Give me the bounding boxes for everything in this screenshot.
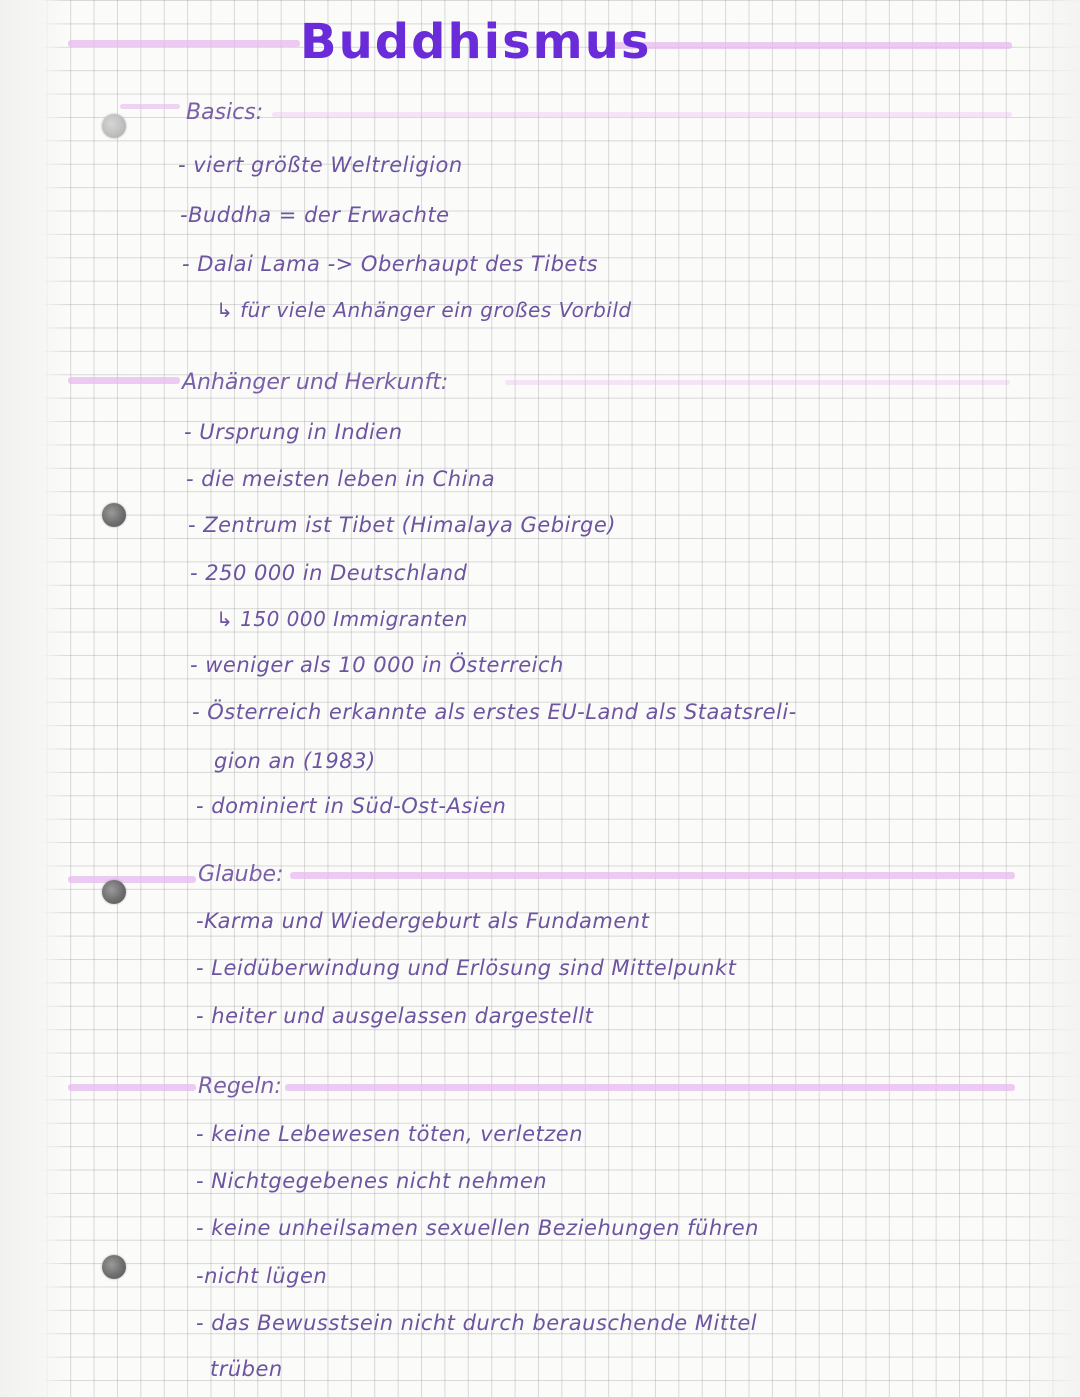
note-line: - Österreich erkannte als erstes EU-Land als Staatsreli- <box>192 700 797 724</box>
note-line: - Ursprung in Indien <box>184 420 403 444</box>
page-title: Buddhismus <box>300 14 652 70</box>
highlighter-stroke <box>290 872 1015 879</box>
note-line: - die meisten leben in China <box>186 467 496 491</box>
highlighter-stroke <box>612 42 1012 49</box>
note-line: - Dalai Lama -> Oberhaupt des Tibets <box>182 252 599 276</box>
page-margin-left <box>0 0 68 1397</box>
section-heading-basics: Basics: <box>186 100 264 125</box>
note-line: - keine unheilsamen sexuellen Beziehungen führen <box>196 1216 759 1240</box>
note-line-continued: trüben <box>210 1357 283 1381</box>
highlighter-stroke <box>272 112 1012 117</box>
section-heading-anhaenger: Anhänger und Herkunft: <box>182 370 449 395</box>
note-line: -Karma und Wiedergeburt als Fundament <box>196 909 650 933</box>
note-line: -nicht lügen <box>196 1264 328 1288</box>
note-line: - heiter und ausgelassen dargestellt <box>196 1004 594 1028</box>
highlighter-stroke <box>68 377 180 384</box>
punch-hole <box>102 880 126 904</box>
punch-hole <box>102 1255 126 1279</box>
note-line: - keine Lebewesen töten, verletzen <box>196 1122 584 1146</box>
highlighter-stroke <box>68 1084 196 1091</box>
highlighter-stroke <box>120 104 180 109</box>
section-heading-glaube: Glaube: <box>198 862 284 887</box>
note-line-continued: gion an (1983) <box>214 749 376 773</box>
highlighter-stroke <box>68 40 300 47</box>
highlighter-stroke <box>68 876 196 883</box>
note-line: -Buddha = der Erwachte <box>180 203 450 227</box>
note-subline: ↳ 150 000 Immigranten <box>216 607 468 631</box>
highlighter-stroke <box>505 380 1010 385</box>
highlighter-stroke <box>285 1084 1015 1091</box>
note-line: - weniger als 10 000 in Österreich <box>190 653 564 677</box>
punch-hole <box>102 114 126 138</box>
note-line: - das Bewusstsein nicht durch berauschende Mittel <box>196 1311 758 1335</box>
note-line: - Nichtgegebenes nicht nehmen <box>196 1169 548 1193</box>
note-subline: ↳ für viele Anhänger ein großes Vorbild <box>216 298 632 322</box>
note-line: - dominiert in Süd-Ost-Asien <box>196 794 507 818</box>
section-heading-regeln: Regeln: <box>198 1074 282 1099</box>
note-line: - viert größte Weltreligion <box>178 153 463 177</box>
page-margin-right <box>1020 0 1080 1397</box>
punch-hole <box>102 503 126 527</box>
note-line: - Zentrum ist Tibet (Himalaya Gebirge) <box>188 513 616 537</box>
note-line: - Leidüberwindung und Erlösung sind Mittelpunkt <box>196 956 737 980</box>
note-line: - 250 000 in Deutschland <box>190 561 468 585</box>
